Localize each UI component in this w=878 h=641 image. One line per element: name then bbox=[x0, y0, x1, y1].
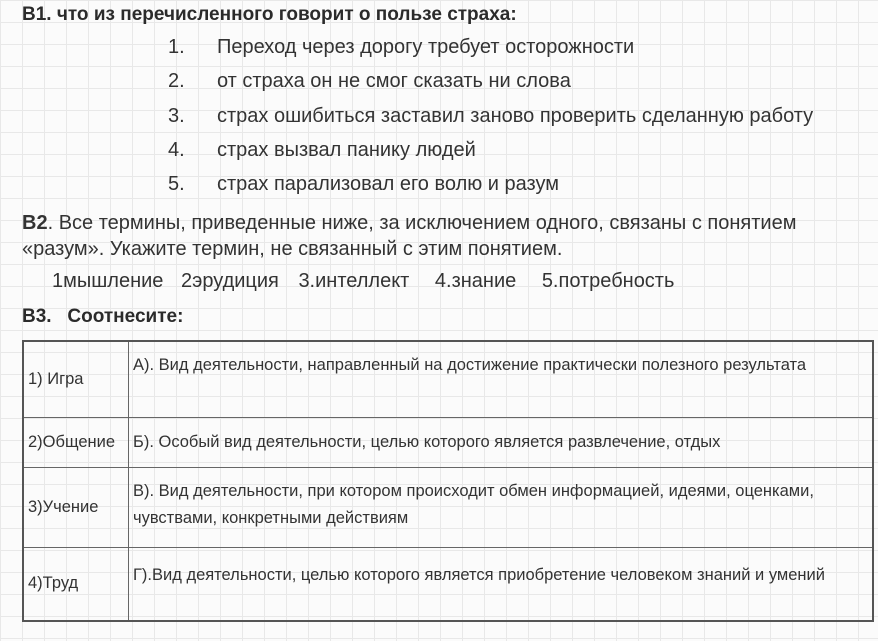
b2-question bbox=[22, 210, 862, 262]
term-item: 4.знание bbox=[434, 270, 517, 292]
list-item-text: страх парализовал его волю и разум bbox=[217, 173, 560, 195]
list-item-number: 4. bbox=[168, 139, 185, 161]
term-item: 3.интеллект bbox=[298, 270, 410, 292]
definition-cell: Г).Вид деятельности, целью которого является приобретение человеком знаний и умений bbox=[129, 547, 874, 621]
term-item: 2эрудиция bbox=[181, 270, 279, 292]
table-row bbox=[23, 417, 873, 467]
b3-question-title: В3. Соотнесите: bbox=[22, 306, 184, 327]
list-item-number: 1. bbox=[168, 36, 185, 58]
term-cell: 3)Учение bbox=[23, 467, 129, 547]
matching-table bbox=[22, 340, 874, 622]
definition-cell: В). Вид деятельности, при котором происходит обмен информацией, идеями, оценками, чувствами, конкретными действиям bbox=[129, 467, 874, 547]
b1-question-title: В1. что из перечисленного говорит о пользе страха: bbox=[22, 4, 517, 25]
table-row bbox=[23, 341, 873, 417]
list-item-text: страх вызвал панику людей bbox=[217, 139, 476, 161]
term-cell: 1) Игра bbox=[23, 341, 129, 417]
table-row bbox=[23, 547, 873, 621]
term-cell: 4)Труд bbox=[23, 547, 129, 621]
term-item: 1мышление bbox=[52, 270, 164, 292]
b2-question-text: . Все термины, приведенные ниже, за исключением одного, связаны с понятием «разум». Укажите термин, не связанный с этим понятием. bbox=[22, 212, 797, 260]
term-item: 5.потребность bbox=[541, 270, 675, 292]
list-item-text: от страха он не смог сказать ни слова bbox=[217, 70, 571, 92]
term-cell: 2)Общение bbox=[23, 417, 129, 467]
definition-cell: А). Вид деятельности, направленный на достижение практически полезного результата bbox=[129, 341, 874, 417]
b2-label: В2 bbox=[22, 212, 48, 234]
list-item-number: 2. bbox=[168, 70, 185, 92]
list-item-number: 3. bbox=[168, 105, 185, 127]
definition-cell: Б). Особый вид деятельности, целью которого является развлечение, отдых bbox=[129, 417, 874, 467]
list-item-text: страх ошибиться заставил заново проверить сделанную работу bbox=[217, 105, 814, 127]
list-item-text: Переход через дорогу требует осторожности bbox=[217, 36, 635, 58]
list-item-number: 5. bbox=[168, 173, 185, 195]
table-row bbox=[23, 467, 873, 547]
b2-terms-list bbox=[52, 270, 686, 293]
